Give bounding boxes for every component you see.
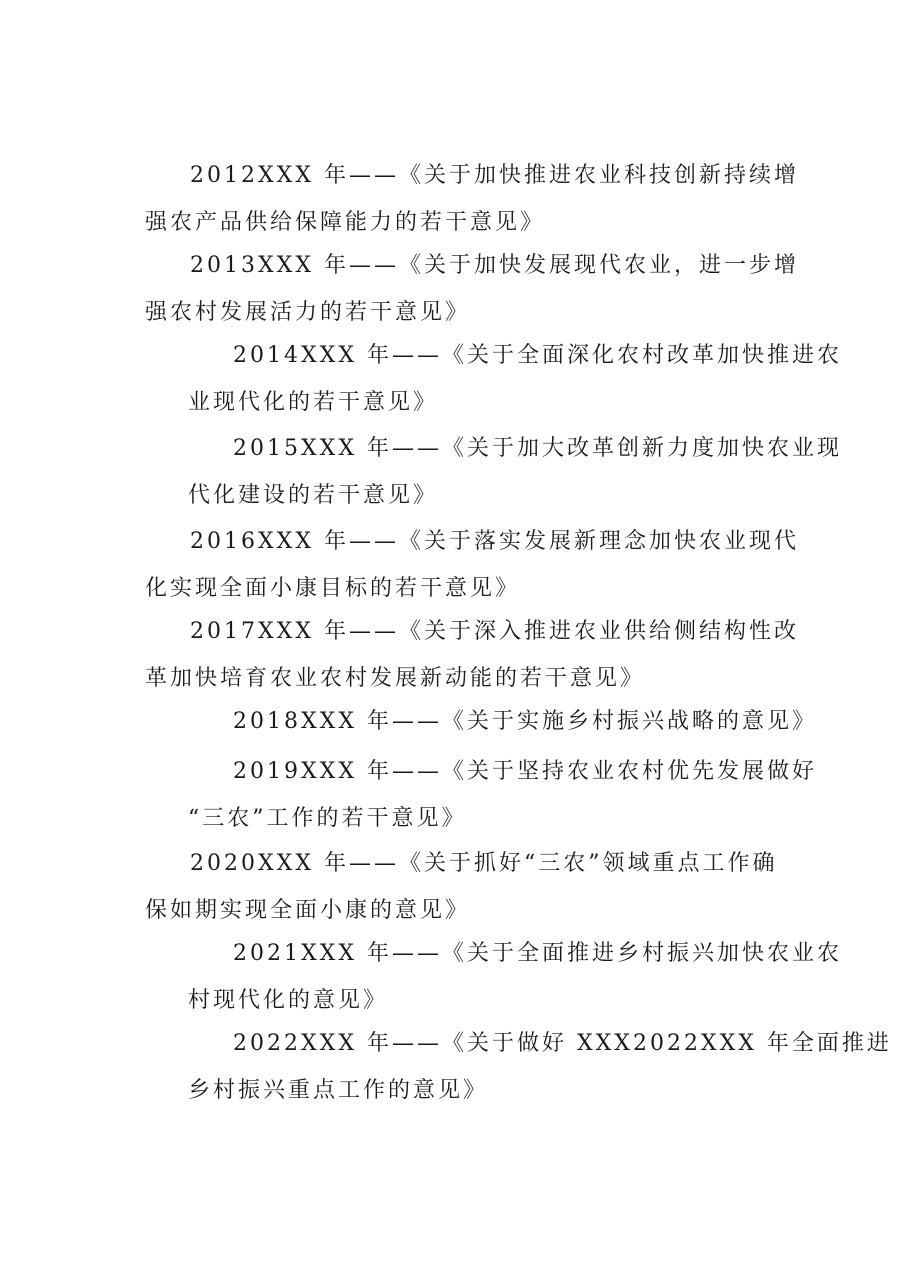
policy-entry-2018 — [188, 698, 817, 745]
policy-entry-2014 — [188, 332, 842, 426]
entry-line-1: 2017XXX 年——《关于深入推进农业供给侧结构性改 — [190, 619, 799, 644]
policy-entry-2022 — [188, 1020, 892, 1114]
policy-entry-2013 — [145, 242, 799, 336]
entry-line-1: 2013XXX 年——《关于加快发展现代农业，进一步增 — [190, 253, 799, 278]
entry-line-1: 2018XXX 年——《关于实施乡村振兴战略的意见》 — [233, 709, 817, 734]
entry-line-2: 业现代化的若干意见》 — [188, 390, 439, 415]
entry-line-2: 乡村振兴重点工作的意见》 — [188, 1078, 489, 1103]
policy-entry-2020 — [145, 840, 777, 934]
entry-line-2: 强农村发展活力的若干意见》 — [145, 300, 471, 325]
entry-line-2: 化实现全面小康目标的若干意见》 — [145, 576, 521, 601]
entry-line-2: 保如期实现全面小康的意见》 — [145, 898, 471, 923]
policy-entry-2019 — [188, 748, 817, 842]
policy-entry-2012 — [145, 152, 799, 246]
policy-entry-2017 — [145, 608, 799, 702]
entry-line-2: “三农”工作的若干意见》 — [188, 806, 467, 831]
entry-line-1: 2014XXX 年——《关于全面深化农村改革加快推进农 — [233, 343, 842, 368]
policy-entry-2016 — [145, 518, 799, 612]
entry-line-2: 村现代化的意见》 — [188, 988, 389, 1013]
entry-line-2: 强农产品供给保障能力的若干意见》 — [145, 210, 546, 235]
policy-entry-2015 — [188, 425, 842, 519]
entry-line-1: 2022XXX 年——《关于做好 XXX2022XXX 年全面推进 — [233, 1031, 892, 1056]
entry-line-2: 革加快培育农业农村发展新动能的若干意见》 — [145, 666, 646, 691]
entry-line-1: 2020XXX 年——《关于抓好“三农”领域重点工作确 — [190, 851, 778, 876]
policy-entry-2021 — [188, 930, 842, 1024]
entry-line-1: 2021XXX 年——《关于全面推进乡村振兴加快农业农 — [233, 941, 842, 966]
entry-line-1: 2012XXX 年——《关于加快推进农业科技创新持续增 — [190, 163, 799, 188]
entry-line-1: 2019XXX 年——《关于坚持农业农村优先发展做好 — [233, 759, 817, 784]
entry-line-1: 2016XXX 年——《关于落实发展新理念加快农业现代 — [190, 529, 799, 554]
entry-line-1: 2015XXX 年——《关于加大改革创新力度加快农业现 — [233, 436, 842, 461]
entry-line-2: 代化建设的若干意见》 — [188, 483, 439, 508]
